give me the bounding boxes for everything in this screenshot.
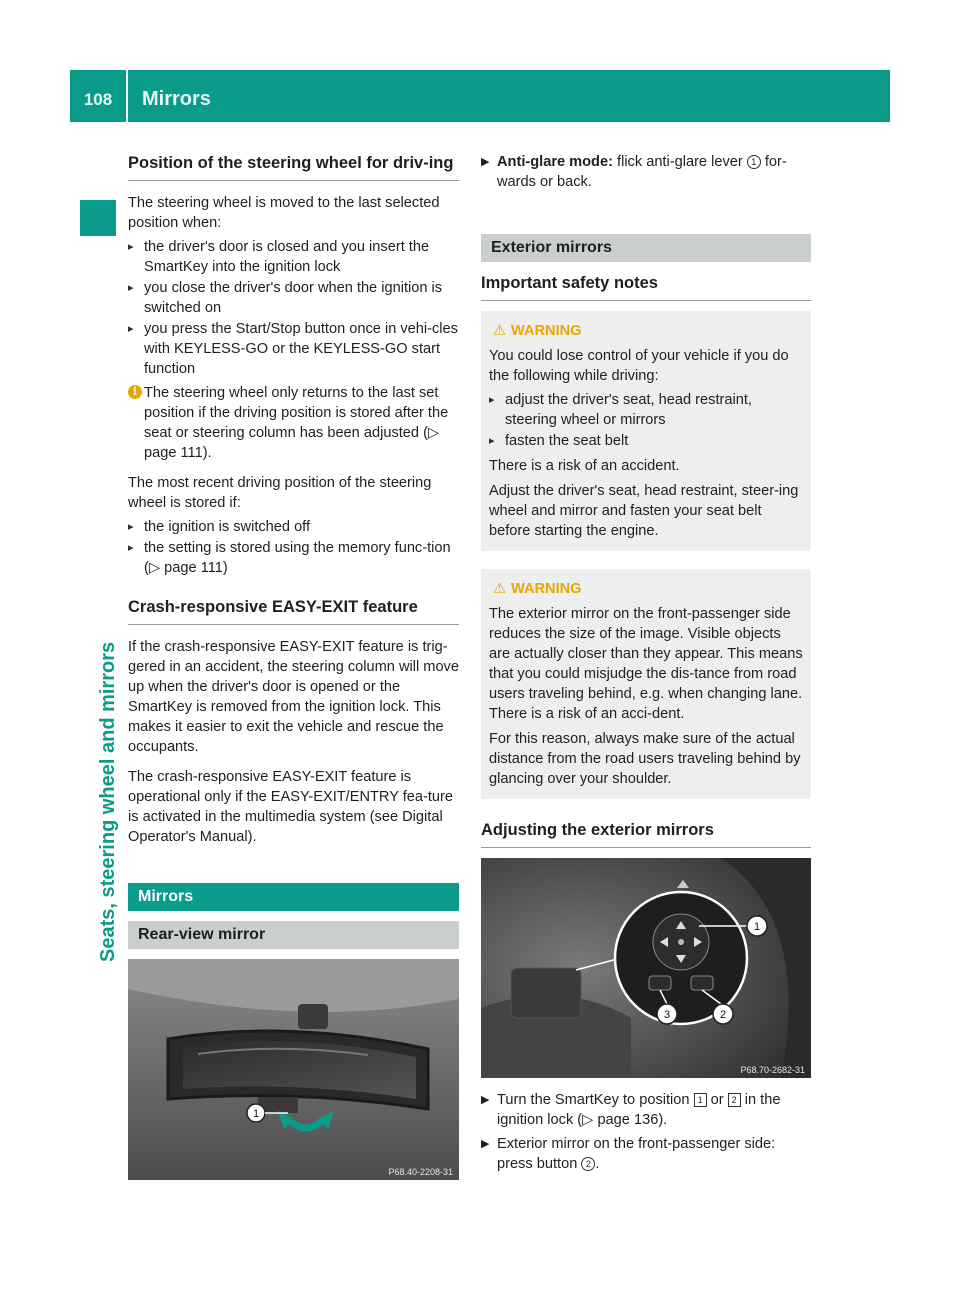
warning-icon: ⚠ [493,323,507,339]
page-number: 108 [83,90,113,109]
steering-position-heading: Position of the steering wheel for driv-ing [128,152,459,181]
list-item: ▸ you close the driver's door when the ignition is switched on [128,278,459,318]
warning-box-2 [481,569,811,799]
list-item: ▸ adjust the driver's seat, head restraint, steering wheel or mirrors [489,390,803,430]
easy-exit-heading: Crash-responsive EASY-EXIT feature [128,596,459,625]
step-turn-smartkey [481,1090,811,1130]
warning-1-list [489,390,803,451]
callout-1: 1 [753,921,761,933]
warning-1-advice: Adjust the driver's seat, head restraint, steer-ing wheel and mirror and fasten your seat belt before starting the engine. [489,483,799,539]
step-1-text-a: Turn the SmartKey to position [497,1092,690,1108]
list-item: ▸ fasten the seat belt [489,431,803,451]
step-2-text: Exterior mirror on the front-passenger side: press button [497,1136,776,1172]
figure-code: P68.40-2208-31 [388,1167,453,1177]
callout-2: 2 [719,1009,727,1021]
mirrors-section-band: Mirrors [128,883,459,911]
antiglare-text-a: flick anti-glare lever [617,154,743,170]
warning-1-text: You could lose control of your vehicle if you do the following while driving: [489,348,789,384]
rearview-mirror-band: Rear-view mirror [128,921,459,949]
info-note [128,383,459,463]
page-title: Mirrors [142,88,211,110]
list-item: ▸ the driver's door is closed and you insert the SmartKey into the ignition lock [128,237,459,277]
warning-box-1 [481,311,811,551]
warning-header [489,579,803,599]
info-note-text: The steering wheel only returns to the last set position if the driving position is stored after the seat or steering column has been adjusted (▷ page 111). [144,385,449,461]
warning-label: WARNING [511,323,582,339]
callout-1: 1 [252,1108,260,1120]
info-icon: i [128,385,142,399]
easy-exit-paragraph-1: If the crash-responsive EASY-EXIT feature is trig-gered in an accident, the steering column will move up when the driver's door is opened or the SmartKey is removed from the ignition lock. This makes it easier to exit the vehicle and rescue the occupants. [128,639,459,755]
mirror-controls-figure [481,858,811,1078]
header-divider [126,70,128,122]
warning-2-text: The exterior mirror on the front-passenger side reduces the size of the image. Visible objects are actually closer than they appear. This means that you could misjudge the dis-tance from road users traveling behind, e.g. when changing lane. There is a risk of an acci-dent. [489,606,803,722]
rearview-mirror-figure [128,959,459,1180]
antiglare-step [481,152,811,192]
antiglare-text-b: for-wards or back. [497,154,787,190]
steering-position-list [128,237,459,379]
step-press-button: ▶ Exterior mirror on the front-passenger side: press button 2 . [481,1134,811,1174]
warning-header [489,321,803,341]
left-column [128,152,459,1180]
right-column [481,152,811,1174]
antiglare-callout: 1 [747,155,761,169]
ignition-position-2: 2 [728,1093,741,1107]
warning-2-advice: For this reason, always make sure of the actual distance from the road users traveling behind by glancing over your shoulder. [489,731,801,787]
warning-1-risk: There is a risk of an accident. [489,458,680,474]
ignition-position-1: 1 [694,1093,707,1107]
rearview-mirror-illustration [128,959,459,1180]
button-callout-2: 2 [581,1157,595,1171]
chapter-label: Seats, steering wheel and mirrors [97,641,119,962]
list-item: ▸ the setting is stored using the memory func-tion (▷ page 111) [128,538,459,578]
door-panel-illustration [481,858,811,1078]
steering-position-intro: The steering wheel is moved to the last selected position when: [128,195,440,231]
list-item: ▸ the ignition is switched off [128,517,459,537]
chapter-tab-marker [80,200,116,236]
stored-position-intro: The most recent driving position of the steering wheel is stored if: [128,475,432,511]
easy-exit-paragraph-2: The crash-responsive EASY-EXIT feature is operational only if the EASY-EXIT/ENTRY fea-ture is activated in the multimedia system (see Digital Operator's Manual). [128,769,454,845]
antiglare-label: Anti-glare mode: [497,154,613,170]
figure-code: P68.70-2682-31 [740,1065,805,1075]
callout-3: 3 [663,1009,671,1021]
step-1-or: or [710,1092,724,1108]
warning-icon: ⚠ [493,581,507,597]
warning-label: WARNING [511,581,582,597]
list-item: ▸ you press the Start/Stop button once in vehi-cles with KEYLESS-GO or the KEYLESS-GO start function [128,319,459,379]
chapter-side-tab [70,122,126,1222]
safety-notes-heading: Important safety notes [481,272,811,301]
page-header [70,70,890,122]
exterior-mirrors-band: Exterior mirrors [481,234,811,262]
adjust-mirrors-heading: Adjusting the exterior mirrors [481,819,811,848]
stored-position-list [128,517,459,578]
step-1-text-b: in the ignition lock (▷ page 136). [497,1092,781,1128]
